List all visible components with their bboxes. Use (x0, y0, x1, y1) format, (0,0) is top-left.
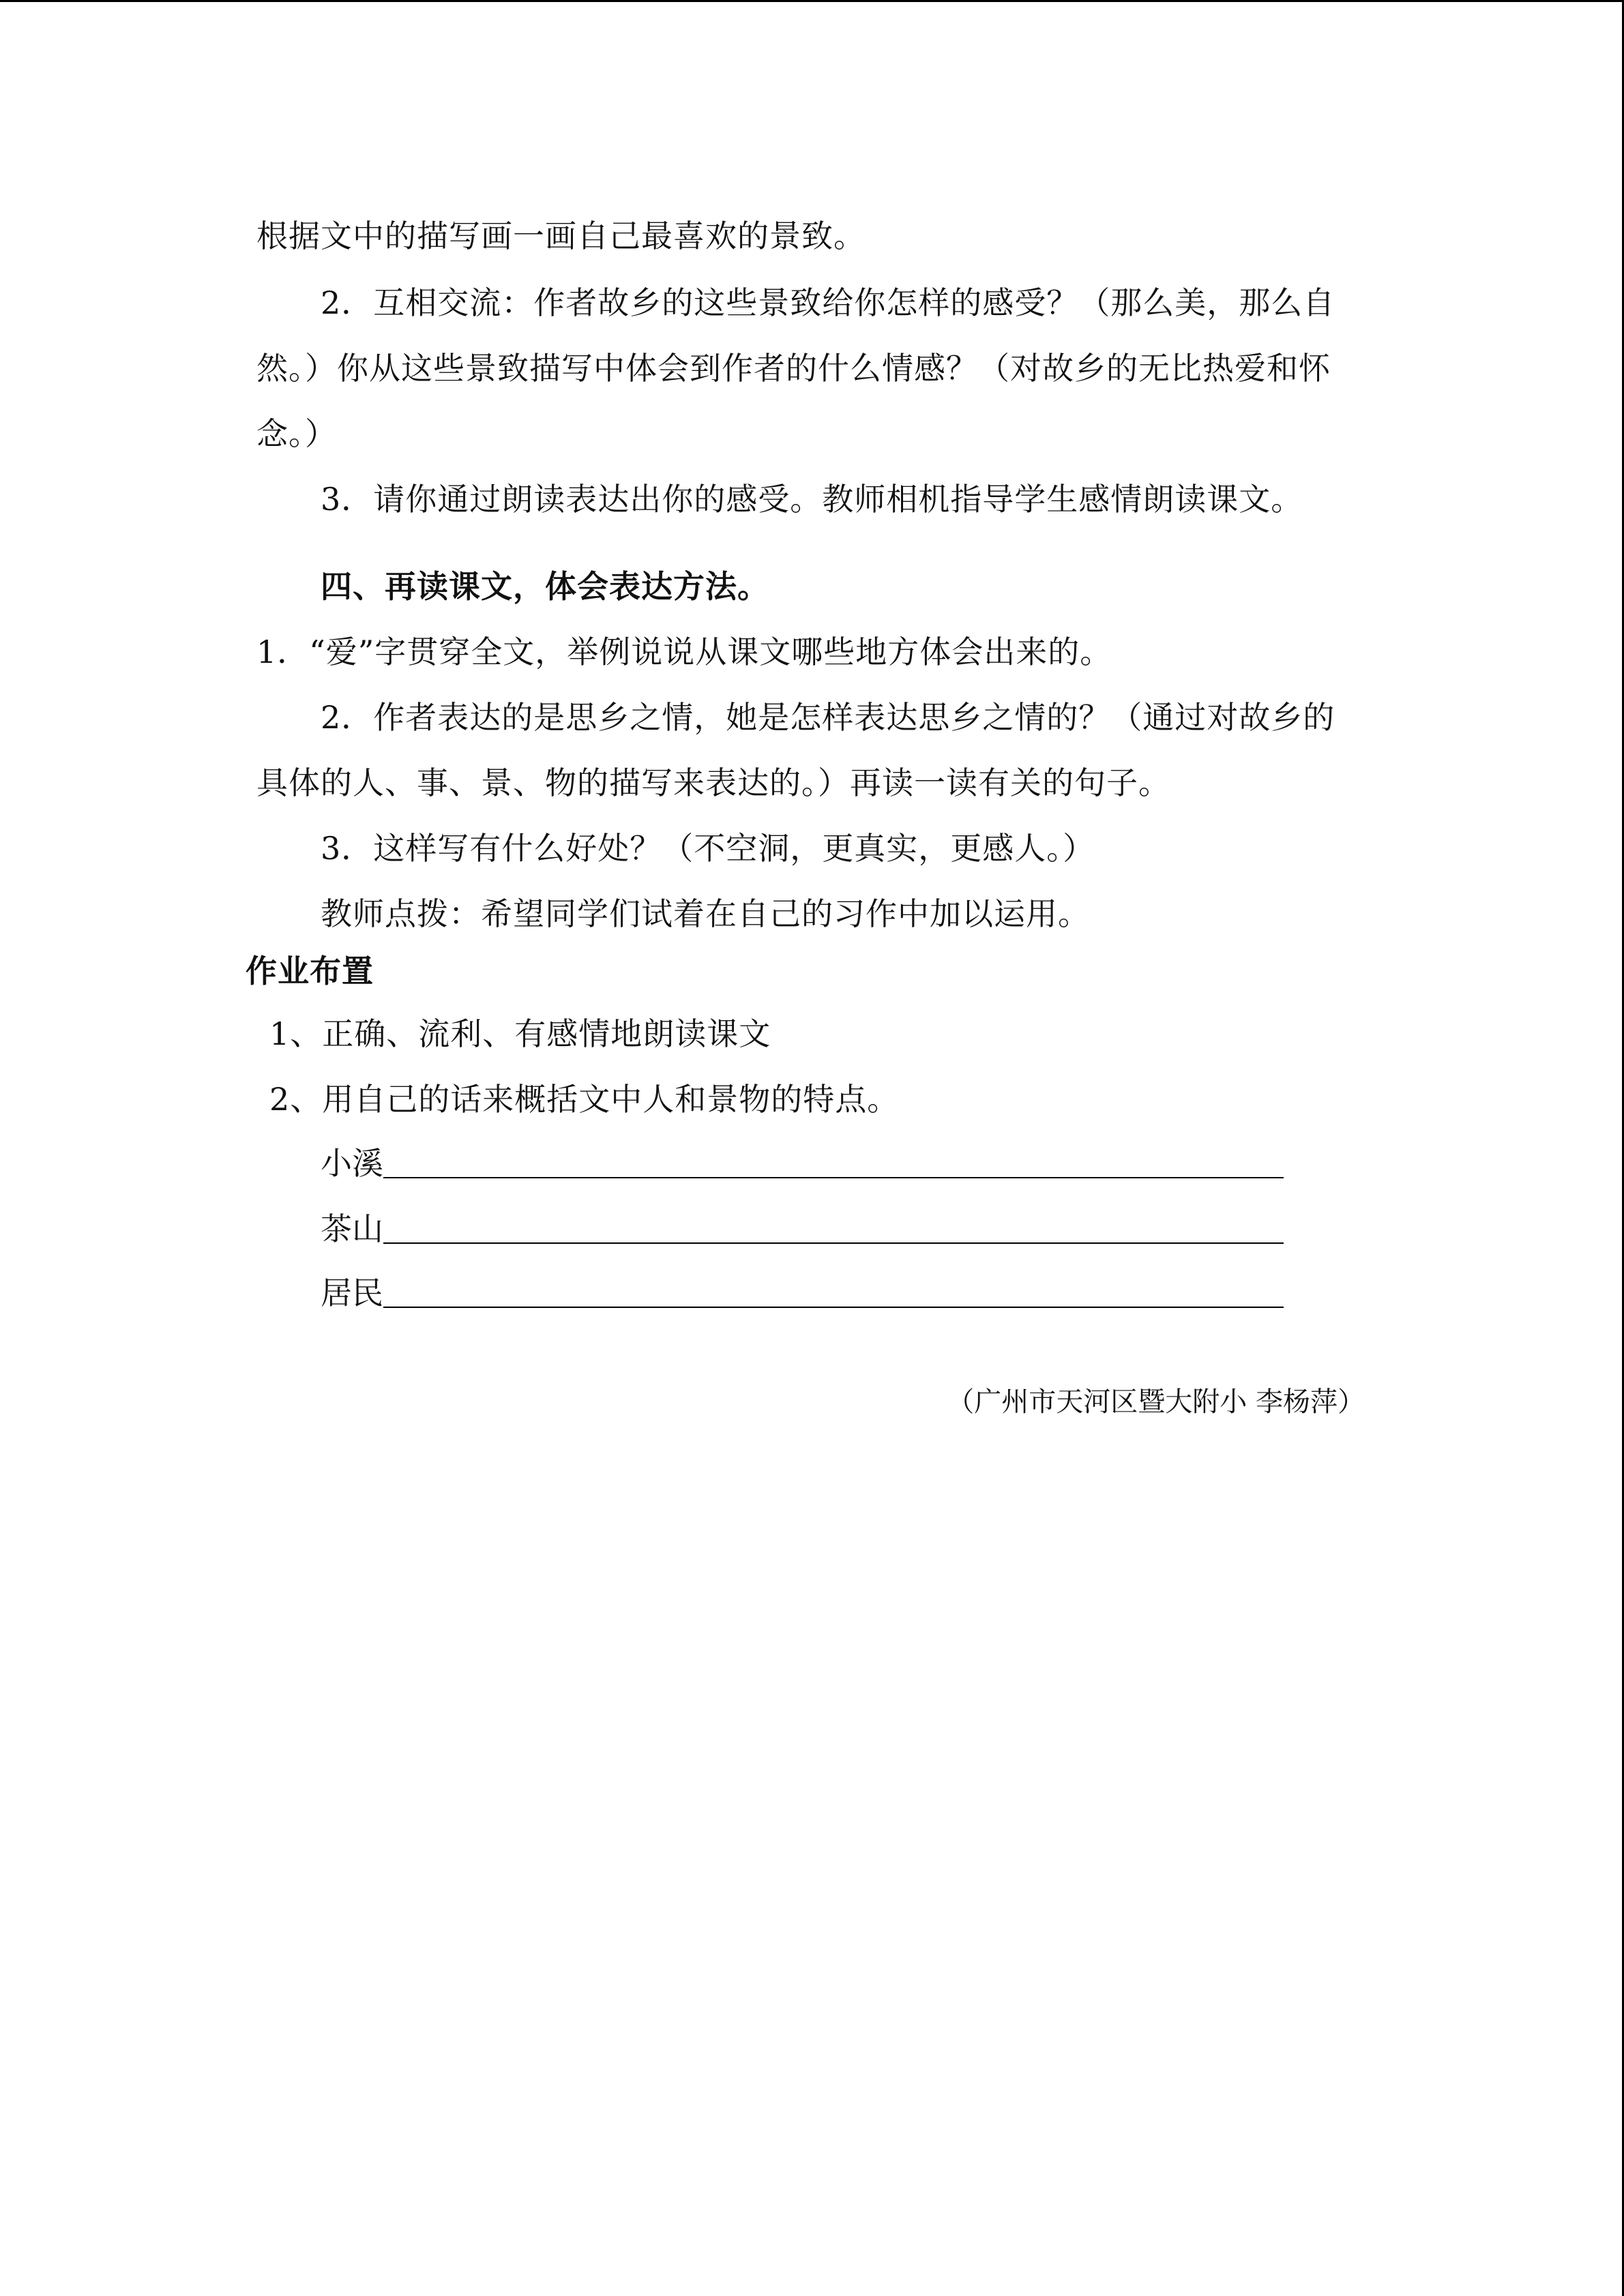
text-line-11: 教师点拨：希望同学们试着在自己的习作中加以运用。 (321, 895, 1090, 932)
text-line-10: 3．这样写有什么好处？（不空洞，更真实，更感人。） (321, 830, 1095, 867)
author-credit: （广州市天河区暨大附小 李杨萍） (947, 1386, 1365, 1418)
homework-item-2: 2、用自己的话来概括文中人和景物的特点。 (269, 1081, 900, 1118)
homework-item-1: 1、正确、流利、有感情地朗读课文 (269, 1015, 771, 1052)
text-line-9: 具体的人、事、景、物的描写来表达的。）再读一读有关的句子。 (256, 764, 1170, 801)
page-top-border (0, 0, 1624, 2)
fill-blank-label: 居民 (321, 1274, 383, 1311)
text-line-3: 然。）你从这些景致描写中体会到作者的什么情感？（对故乡的无比热爱和怀 (256, 350, 1331, 387)
fill-blank-line (383, 1300, 1284, 1308)
text-line-5: 3．请你通过朗读表达出你的感受。教师相机指导学生感情朗读课文。 (321, 481, 1303, 518)
fill-blank-label: 茶山 (321, 1210, 383, 1247)
fill-blank-row-2 (321, 1208, 1284, 1249)
homework-heading: 作业布置 (246, 953, 374, 989)
text-line-4: 念。） (256, 415, 337, 452)
text-line-8: 2．作者表达的是思乡之情，她是怎样表达思乡之情的？（通过对故乡的 (321, 699, 1335, 736)
fill-blank-row-1 (321, 1143, 1284, 1184)
fill-blank-label: 小溪 (321, 1145, 383, 1182)
section-heading: 四、再读课文，体会表达方法。 (321, 568, 769, 605)
fill-blank-line (383, 1236, 1284, 1244)
fill-blank-row-3 (321, 1272, 1284, 1313)
fill-blank-line (383, 1170, 1284, 1178)
text-line-1: 根据文中的描写画一画自己最喜欢的景致。 (256, 218, 866, 254)
text-line-7: 1．“爱”字贯穿全文，举例说说从课文哪些地方体会出来的。 (256, 633, 1112, 670)
text-line-2: 2．互相交流：作者故乡的这些景致给你怎样的感受？（那么美，那么自 (321, 284, 1335, 321)
